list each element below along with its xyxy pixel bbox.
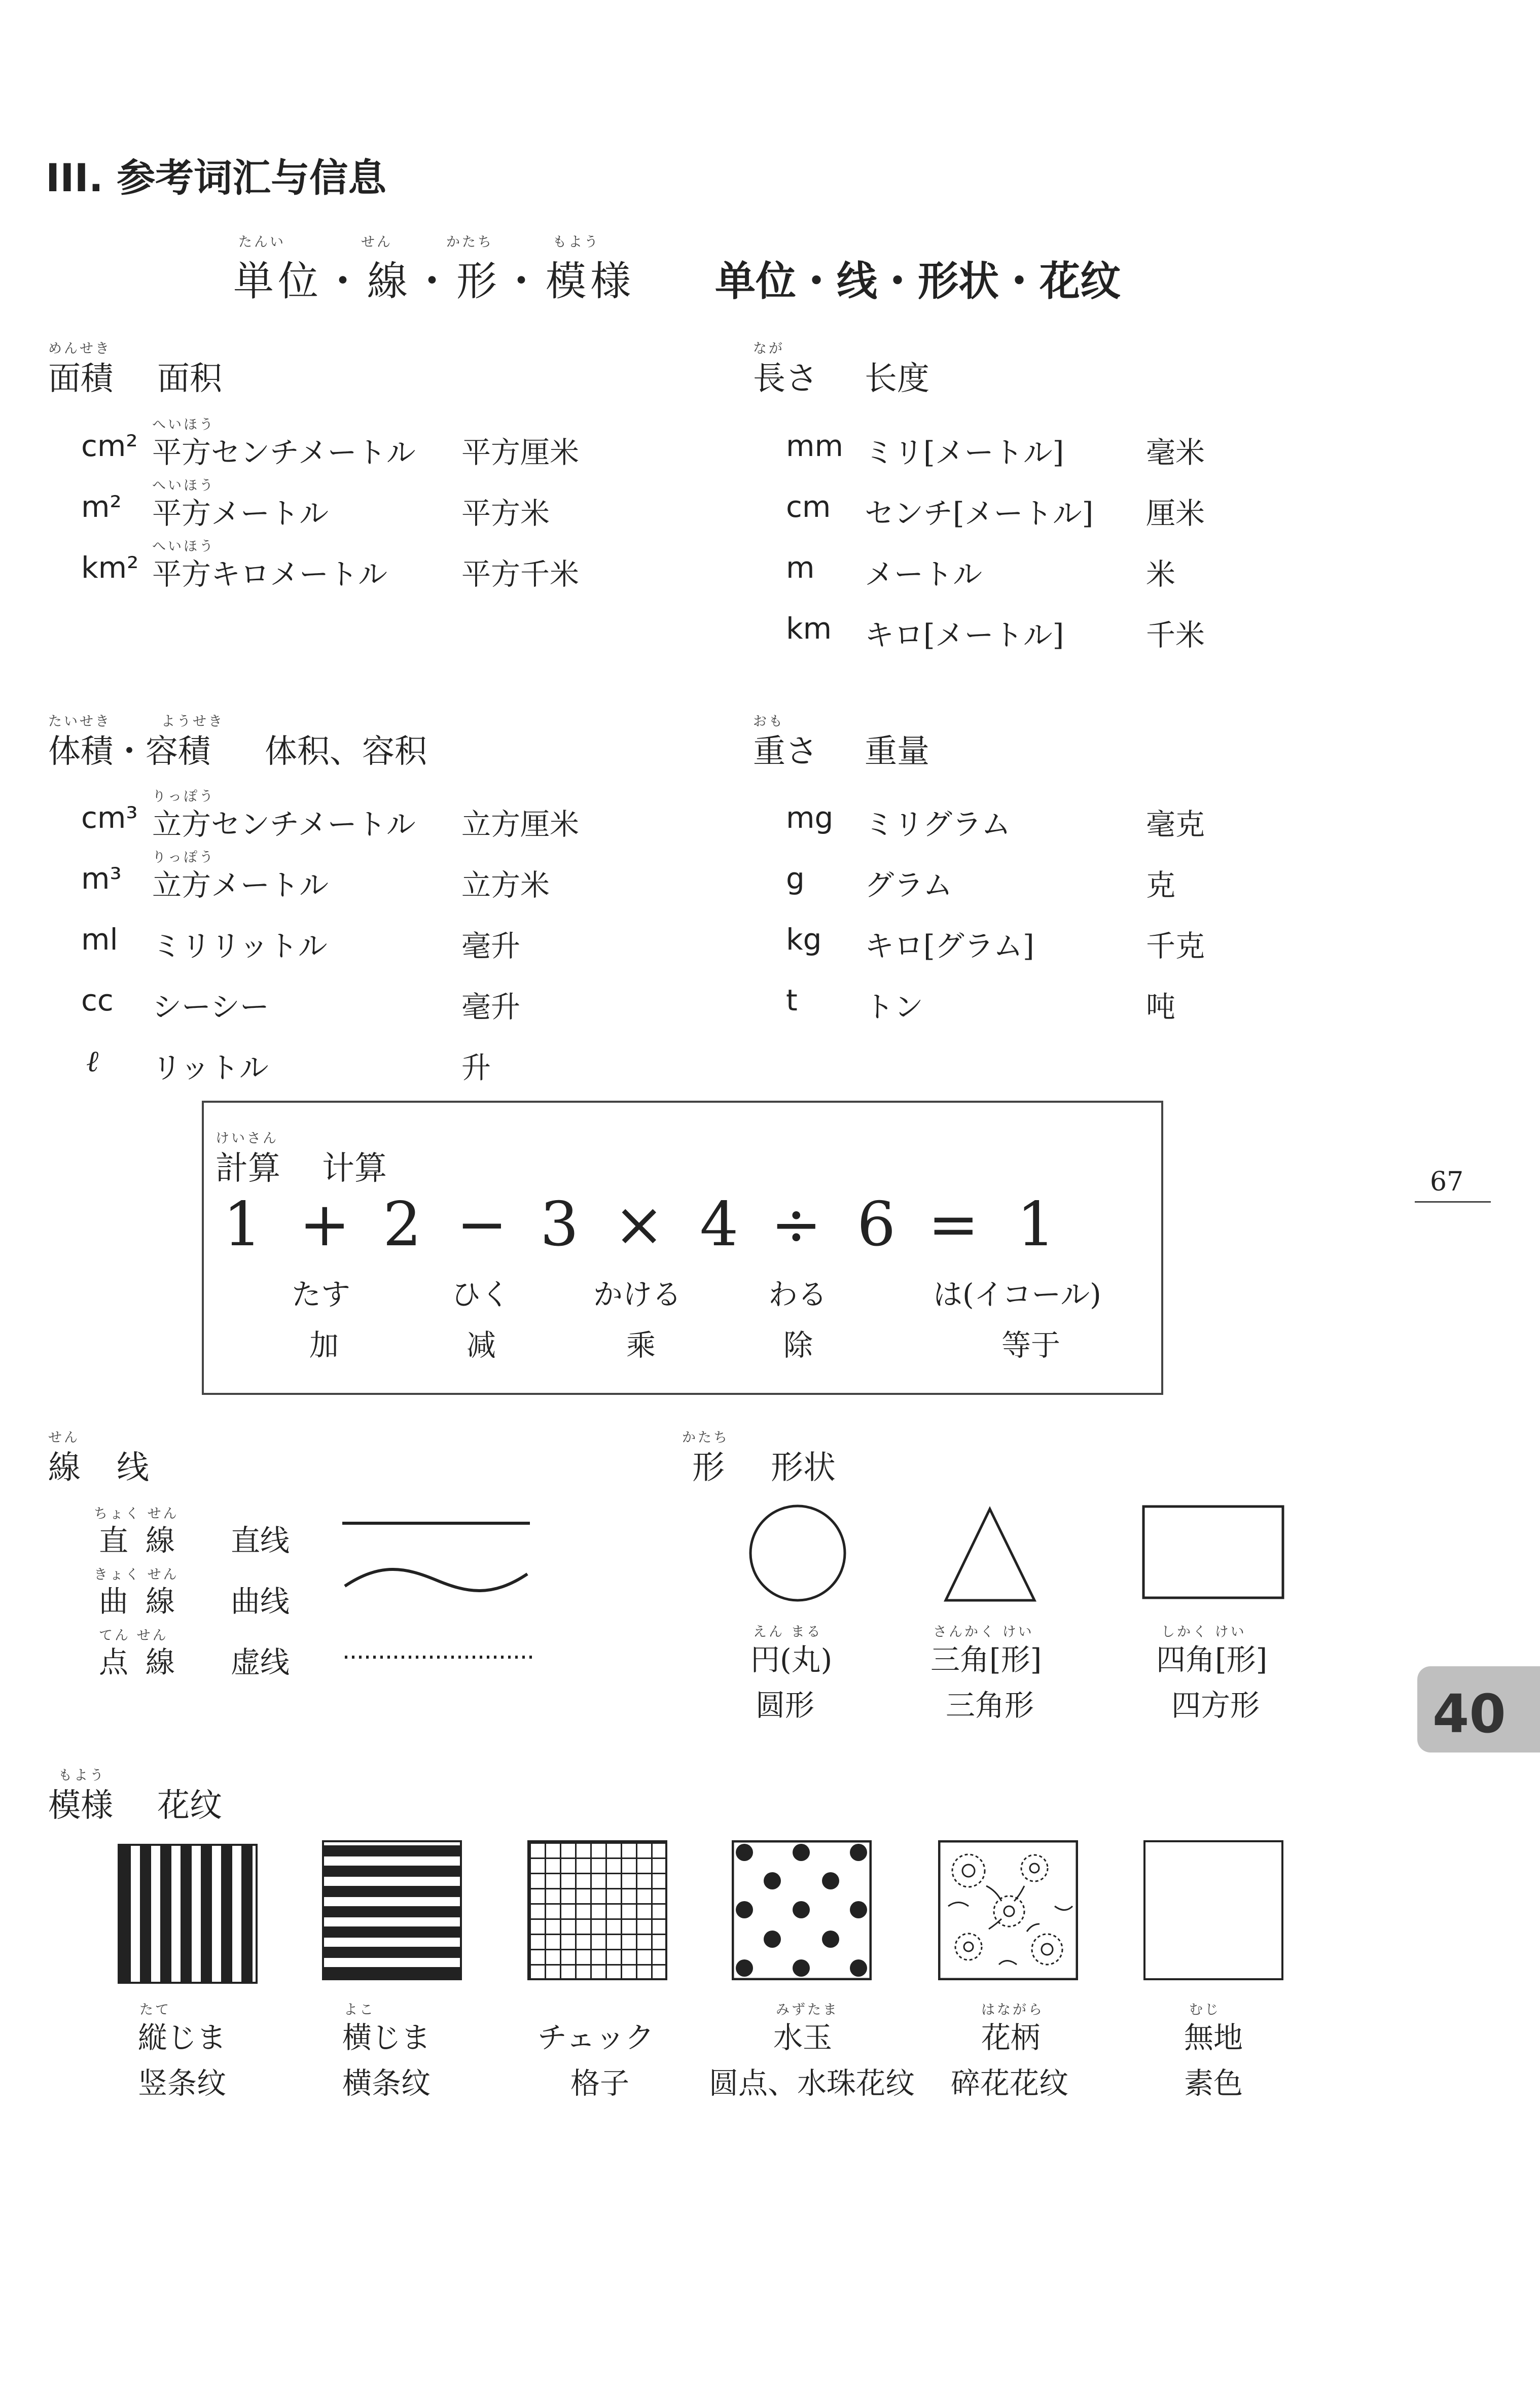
line-curve-jp: 曲線 xyxy=(99,1584,193,1619)
square-shape xyxy=(1143,1506,1283,1598)
shape-samples xyxy=(743,1501,1301,1608)
patterns-title-zh: 花纹 xyxy=(157,1787,222,1825)
volume-zh-1: 立方厘米 xyxy=(461,807,580,842)
shape-square-ruby: しかく けい xyxy=(1161,1624,1246,1640)
length-kana-4: キロ[メートル] xyxy=(865,618,1064,652)
volume-zh-4: 毫升 xyxy=(461,990,521,1024)
heading-chinese: 单位・线・形状・花纹 xyxy=(715,257,1121,305)
volume-unit-5: ℓ xyxy=(86,1044,99,1078)
volume-unit-1: cm³ xyxy=(81,800,138,835)
weight-zh-1: 毫克 xyxy=(1146,807,1205,842)
pattern-floral-zh: 碎花花纹 xyxy=(951,2066,1069,2100)
weight-kana-4: トン xyxy=(865,990,924,1024)
length-zh-3: 米 xyxy=(1146,557,1176,591)
weight-kana-3: キロ[グラム] xyxy=(865,929,1034,963)
patterns-title: 模様 xyxy=(48,1787,113,1825)
area-title-zh: 面积 xyxy=(157,360,222,398)
pattern-floral-ruby: はながら xyxy=(981,2002,1044,2018)
volume-zh-2: 立方米 xyxy=(461,868,550,902)
calc-num-1: 1 xyxy=(223,1189,262,1260)
heading-ruby-2: せん xyxy=(361,234,392,250)
volume-ruby-1: りっぽう xyxy=(152,789,215,804)
length-zh-4: 千米 xyxy=(1146,618,1205,652)
shape-square-jp: 四角[形] xyxy=(1156,1642,1268,1677)
calc-title-zh: 计算 xyxy=(322,1150,387,1187)
area-kana-3: 平方キロメートル xyxy=(152,557,388,591)
length-title-ruby: なが xyxy=(753,341,784,357)
plain-swatch xyxy=(1143,1840,1283,1980)
vertical-stripes-swatch xyxy=(118,1844,258,1984)
shape-triangle-ruby: さんかく けい xyxy=(933,1624,1034,1640)
area-unit-1: cm² xyxy=(81,429,138,463)
area-title-ruby: めんせき xyxy=(48,341,111,357)
calc-num-5: 6 xyxy=(857,1189,896,1260)
calc-divide-symbol: ÷ xyxy=(771,1189,822,1260)
horizontal-stripes-swatch xyxy=(322,1840,462,1980)
line-straight-zh: 直线 xyxy=(231,1523,290,1558)
area-kana-1: 平方センチメートル xyxy=(152,435,416,470)
volume-title-ruby-2: ようせき xyxy=(161,714,224,729)
weight-unit-2: g xyxy=(786,861,805,896)
volume-title-ruby-1: たいせき xyxy=(48,714,111,729)
length-kana-3: メートル xyxy=(865,557,983,591)
shape-triangle-jp: 三角[形] xyxy=(930,1642,1042,1677)
check-swatch xyxy=(527,1840,667,1980)
lines-title-ruby: せん xyxy=(48,1430,80,1446)
calc-title-ruby: けいさん xyxy=(216,1131,278,1146)
weight-zh-3: 千克 xyxy=(1146,929,1205,963)
heading-ruby-4: もよう xyxy=(553,234,600,250)
pattern-check-zh: 格子 xyxy=(570,2066,630,2100)
pattern-vertical-jp: 縦じま xyxy=(138,2020,227,2055)
calc-op-kana-times: かける xyxy=(593,1277,682,1312)
calc-op-zh-times: 乘 xyxy=(626,1328,656,1362)
calc-num-3: 3 xyxy=(540,1189,579,1260)
floral-swatch xyxy=(938,1840,1078,1980)
length-unit-1: mm xyxy=(786,429,843,463)
page-number: 67 xyxy=(1430,1167,1464,1197)
volume-kana-2: 立方メートル xyxy=(152,868,329,902)
shape-circle-jp: 円(丸) xyxy=(750,1642,833,1677)
volume-zh-5: 升 xyxy=(461,1050,491,1085)
calc-op-zh-divide: 除 xyxy=(783,1328,813,1362)
curved-line-sample xyxy=(345,1569,527,1591)
calc-minus-symbol: − xyxy=(456,1189,508,1260)
weight-title-ruby: おも xyxy=(753,714,784,729)
area-zh-1: 平方厘米 xyxy=(461,435,580,470)
calc-op-kana-plus: たす xyxy=(292,1277,351,1312)
shape-triangle-zh: 三角形 xyxy=(946,1688,1034,1723)
heading-ruby-1: たんい xyxy=(238,234,285,250)
line-curve-ruby: きょく せん xyxy=(94,1567,179,1583)
shape-square-zh: 四方形 xyxy=(1171,1688,1260,1723)
area-ruby-2: へいほう xyxy=(152,478,215,494)
calc-op-zh-minus: 减 xyxy=(467,1328,496,1362)
page-number-rule xyxy=(1415,1201,1491,1203)
heading-ruby-3: かたち xyxy=(446,234,493,250)
pattern-check-jp: チェック xyxy=(538,2020,655,2055)
pattern-horizontal-zh: 横条纹 xyxy=(342,2066,431,2100)
volume-title: 体積・容積 xyxy=(48,733,210,770)
weight-title-zh: 重量 xyxy=(865,733,929,770)
calc-op-kana-minus: ひく xyxy=(451,1277,511,1312)
weight-title: 重さ xyxy=(753,733,818,770)
shape-circle-ruby: えん まる xyxy=(753,1624,822,1640)
lines-title: 線 xyxy=(48,1449,81,1487)
area-kana-2: 平方メートル xyxy=(152,496,329,531)
volume-unit-3: ml xyxy=(81,922,118,957)
pattern-plain-jp: 無地 xyxy=(1184,2020,1243,2055)
heading-japanese: 単位・線・形・模様 xyxy=(233,258,635,305)
pattern-vertical-zh: 竖条纹 xyxy=(138,2066,227,2100)
calc-op-zh-equals: 等于 xyxy=(1001,1328,1061,1362)
weight-unit-1: mg xyxy=(786,800,834,835)
pattern-vertical-ruby: たて xyxy=(139,2002,171,2018)
calc-num-6: 1 xyxy=(1017,1189,1056,1260)
volume-kana-4: シーシー xyxy=(152,990,269,1024)
polka-dots-swatch xyxy=(732,1840,872,1980)
area-unit-2: m² xyxy=(81,489,122,524)
line-dotted-jp: 点線 xyxy=(99,1645,193,1679)
line-curve-zh: 曲线 xyxy=(231,1584,290,1619)
line-dotted-zh: 虚线 xyxy=(231,1645,290,1679)
line-dotted-ruby: てん せん xyxy=(99,1628,168,1643)
line-samples xyxy=(340,1509,543,1671)
length-unit-2: cm xyxy=(786,489,831,524)
shapes-title-zh: 形状 xyxy=(771,1449,836,1487)
circle-shape xyxy=(750,1506,845,1600)
weight-zh-2: 克 xyxy=(1146,868,1176,902)
section-title: III. 参考词汇与信息 xyxy=(46,155,387,200)
calc-op-kana-divide: わる xyxy=(768,1277,828,1312)
length-kana-1: ミリ[メートル] xyxy=(865,435,1064,470)
volume-ruby-2: りっぽう xyxy=(152,850,215,865)
length-unit-3: m xyxy=(786,550,815,585)
weight-unit-4: t xyxy=(786,983,798,1018)
calc-num-2: 2 xyxy=(383,1189,422,1260)
triangle-shape xyxy=(946,1509,1034,1600)
length-kana-2: センチ[メートル] xyxy=(865,496,1094,531)
pattern-dots-zh: 圆点、水珠花纹 xyxy=(709,2066,915,2100)
area-title: 面積 xyxy=(48,360,113,398)
weight-zh-4: 吨 xyxy=(1146,990,1176,1024)
length-title-zh: 长度 xyxy=(865,360,929,398)
pattern-plain-ruby: むじ xyxy=(1189,2002,1221,2018)
patterns-title-ruby: もよう xyxy=(58,1768,105,1783)
pattern-dots-ruby: みずたま xyxy=(776,2002,839,2018)
length-zh-2: 厘米 xyxy=(1146,496,1205,531)
calc-plus-symbol: + xyxy=(299,1189,350,1260)
volume-title-zh: 体积、容积 xyxy=(265,733,427,770)
volume-unit-2: m³ xyxy=(81,861,122,896)
volume-kana-5: リットル xyxy=(152,1050,269,1085)
length-unit-4: km xyxy=(786,611,832,646)
length-title: 長さ xyxy=(753,360,818,398)
pattern-dots-jp: 水玉 xyxy=(773,2020,833,2055)
calc-times-symbol: × xyxy=(614,1189,665,1260)
area-ruby-1: へいほう xyxy=(152,417,215,433)
pattern-horizontal-ruby: よこ xyxy=(344,2002,375,2018)
line-straight-jp: 直線 xyxy=(99,1523,193,1558)
line-straight-ruby: ちょく せん xyxy=(94,1506,179,1522)
length-zh-1: 毫米 xyxy=(1146,435,1205,470)
lines-title-zh: 线 xyxy=(117,1449,149,1487)
shapes-title-ruby: かたち xyxy=(682,1430,729,1446)
weight-unit-3: kg xyxy=(786,922,822,957)
shape-circle-zh: 圆形 xyxy=(756,1688,815,1723)
shapes-title: 形 xyxy=(692,1449,725,1487)
area-zh-2: 平方米 xyxy=(461,496,550,531)
weight-kana-1: ミリグラム xyxy=(865,807,1011,842)
area-unit-3: km² xyxy=(81,550,139,585)
area-ruby-3: へいほう xyxy=(152,539,215,554)
lesson-number: 40 xyxy=(1432,1683,1506,1745)
calc-equals-symbol: = xyxy=(928,1189,979,1260)
volume-kana-3: ミリリットル xyxy=(152,929,328,963)
calc-op-zh-plus: 加 xyxy=(309,1328,339,1362)
volume-unit-4: cc xyxy=(81,983,114,1018)
calc-op-kana-equals: は(イコール) xyxy=(933,1277,1101,1312)
pattern-floral-jp: 花柄 xyxy=(981,2020,1041,2055)
pattern-horizontal-jp: 横じま xyxy=(342,2020,431,2055)
area-zh-3: 平方千米 xyxy=(461,557,580,591)
volume-zh-3: 毫升 xyxy=(461,929,521,963)
calc-num-4: 4 xyxy=(700,1189,739,1260)
weight-kana-2: グラム xyxy=(865,868,953,902)
volume-kana-1: 立方センチメートル xyxy=(152,807,416,842)
calc-title: 計算 xyxy=(216,1150,280,1187)
pattern-plain-zh: 素色 xyxy=(1184,2066,1243,2100)
